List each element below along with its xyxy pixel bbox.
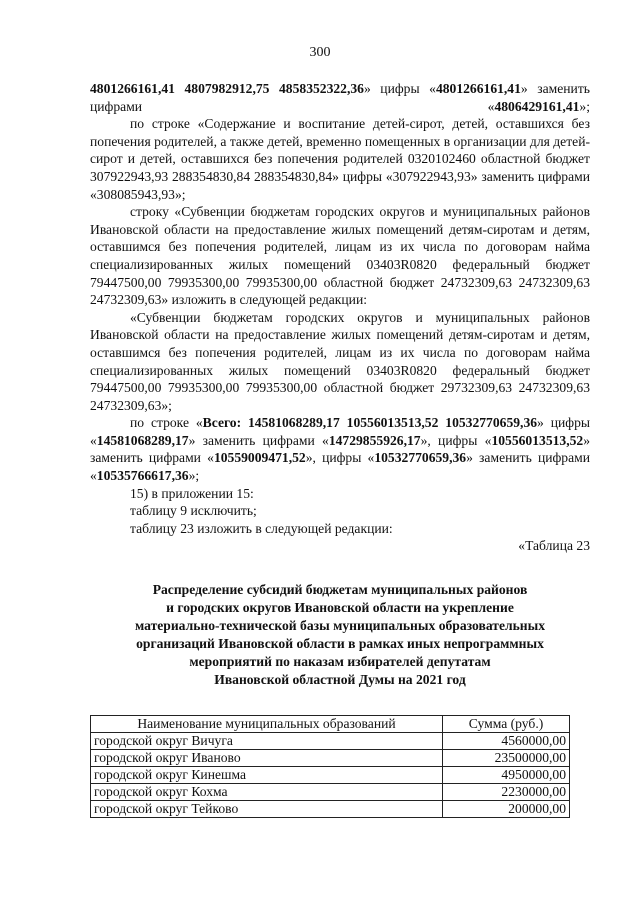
bold-figures: 14581068289,17 xyxy=(96,432,189,448)
cell-municipality: городской округ Тейково xyxy=(91,801,443,818)
bold-figures: 4801266161,41 4807982912,75 4858352322,36 xyxy=(90,81,364,96)
text-fragment: » цифры « xyxy=(90,415,591,448)
text-fragment: » цифры « xyxy=(363,81,436,96)
text-fragment: »; xyxy=(579,98,590,114)
cell-amount: 2230000,00 xyxy=(443,784,570,801)
paragraph-amendment-3: строку «Субвенции бюджетам городских округов и муниципальных районов Ивановской области на предоставление жилых помещений детям-сиротам и детям, оставшимся без попечения родителей, лицам из их числа по договорам найма специализированных жилых помещений 03403R0820 федеральный бюджет 79447500,00 79935300,00 79935300,00 областной бюджет 24732309,63 24732309,63 24732309,63» изложить в следующей редакции: xyxy=(90,204,590,308)
title-line: мероприятий по наказам избирателей депутатам xyxy=(189,654,491,670)
paragraph-amendment-1 xyxy=(90,80,590,115)
table-row xyxy=(91,750,570,767)
bold-figures: Всего: 14581068289,17 10556013513,52 10532770659,36 xyxy=(202,415,538,431)
table-row xyxy=(91,801,570,818)
bold-figures: 10556013513,52 xyxy=(491,432,584,448)
table-row xyxy=(91,784,570,801)
paragraph-amendment-5 xyxy=(90,414,590,484)
text-fragment: »; xyxy=(188,468,200,484)
paragraph-amendment-4: «Субвенции бюджетам городских округов и муниципальных районов Ивановской области на предоставление жилых помещений детям-сиротам и детям, оставшимся без попечения родителей, лицам из их числа по договорам найма специализированных жилых помещений 03403R0820 федеральный бюджет 79447500,00 79935300,00 79935300,00 областной бюджет 29732309,63 24732309,63 24732309,63»; xyxy=(90,309,590,413)
paragraph-table-23: таблицу 23 изложить в следующей редакции: xyxy=(130,520,393,536)
paragraph-amendment-2: по строке «Содержание и воспитание детей-сирот, детей, оставшихся без попечения родителей, а также детей, временно помещенных в организации для детей-сирот и детей, оставшихся без попечения родителей 0320102460 областной бюджет 307922943,93 288354830,84 288354830,84» цифры «307922943,93» заменить цифрами «308085943,93»; xyxy=(90,116,590,202)
table-row xyxy=(91,733,570,750)
bold-figures: 10532770659,36 xyxy=(374,450,467,466)
text-fragment: » заменить цифрами « xyxy=(90,432,590,466)
cell-municipality: городской округ Иваново xyxy=(91,750,443,767)
text-fragment: » заменить цифрами « xyxy=(90,450,591,484)
text-fragment: », цифры « xyxy=(305,450,375,466)
title-line: организаций Ивановской области в рамках иных непрограммных xyxy=(136,636,544,652)
page-number: 300 xyxy=(309,45,331,60)
text-fragment: » заменить цифрами « xyxy=(90,81,590,114)
column-header-name: Наименование муниципальных образований xyxy=(91,716,443,733)
cell-municipality: городской округ Кинешма xyxy=(91,767,443,784)
table-header-row xyxy=(91,716,570,733)
cell-municipality: городской округ Вичуга xyxy=(91,733,443,750)
table-row xyxy=(91,767,570,784)
cell-amount: 200000,00 xyxy=(443,801,570,818)
text-fragment: », цифры « xyxy=(420,432,492,448)
bold-figures: 4806429161,41 xyxy=(494,98,580,114)
text-fragment: » заменить цифрами « xyxy=(188,432,329,448)
title-line: Распределение субсидий бюджетам муниципальных районов xyxy=(152,582,528,598)
title-line: материально-технической базы муниципальных образовательных xyxy=(134,618,546,634)
title-line: Ивановской областной Думы на 2021 год xyxy=(214,672,466,688)
bold-figures: 10535766617,36 xyxy=(96,468,189,484)
bold-figures: 4801266161,41 xyxy=(435,81,521,96)
cell-municipality: городской округ Кохма xyxy=(91,784,443,801)
title-line: и городских округов Ивановской области на укрепление xyxy=(166,600,514,616)
document-body xyxy=(90,80,590,818)
subsidy-table xyxy=(90,715,570,818)
paragraph-item-15: 15) в приложении 15: xyxy=(130,485,254,501)
text-fragment: по строке « xyxy=(130,415,203,431)
cell-amount: 23500000,00 xyxy=(443,750,570,767)
bold-figures: 14729855926,17 xyxy=(328,432,421,448)
column-header-amount: Сумма (руб.) xyxy=(443,716,570,733)
paragraph-table-9: таблицу 9 исключить; xyxy=(130,503,257,519)
document-title xyxy=(90,581,590,689)
table-caption: «Таблица 23 xyxy=(518,538,590,554)
cell-amount: 4950000,00 xyxy=(443,767,570,784)
bold-figures: 10559009471,52 xyxy=(213,450,306,466)
cell-amount: 4560000,00 xyxy=(443,733,570,750)
